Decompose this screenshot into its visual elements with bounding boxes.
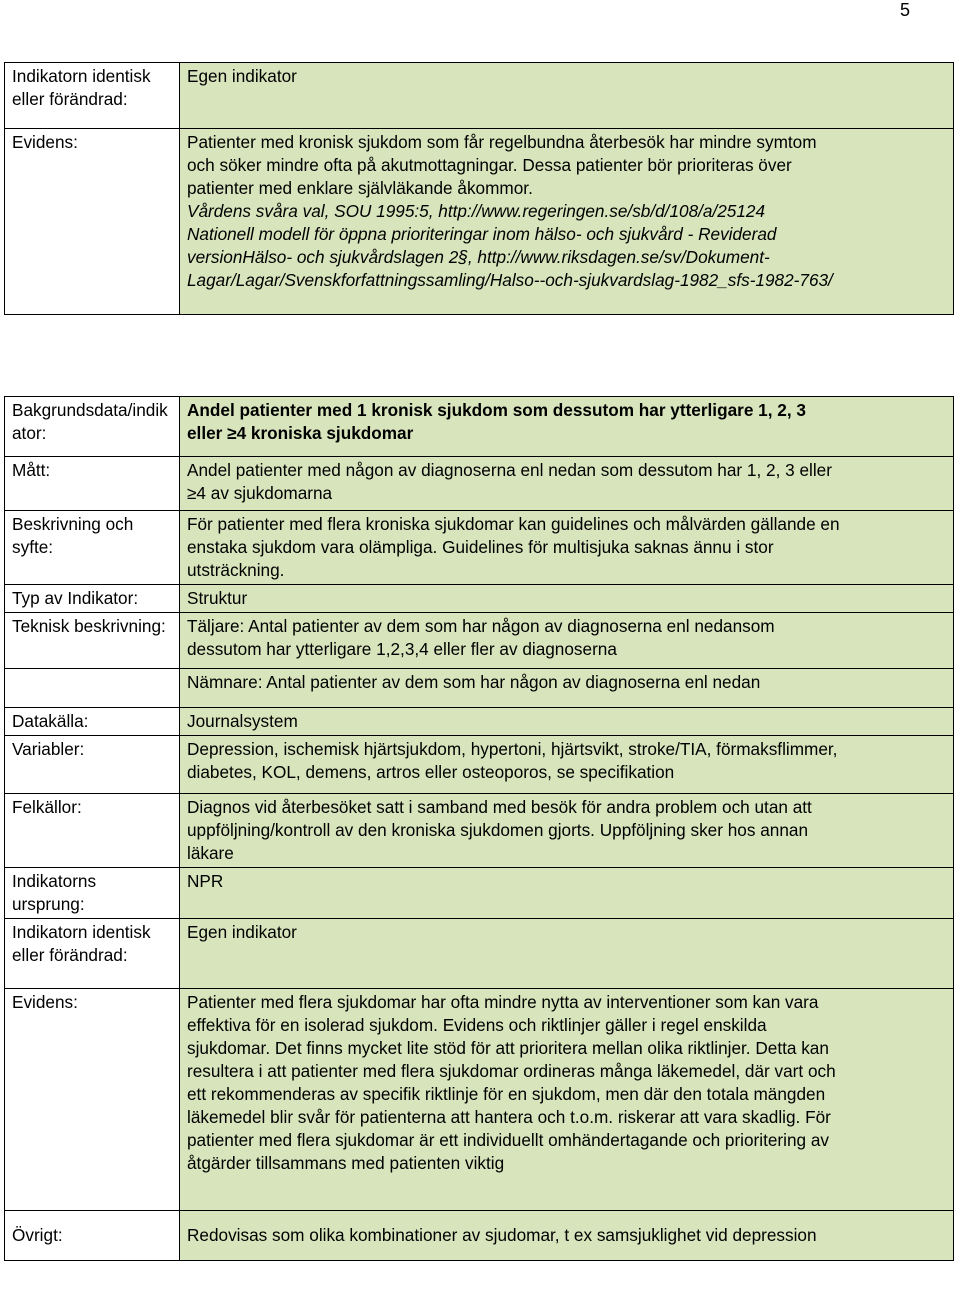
row-label-identisk — [5, 63, 180, 129]
table-row — [5, 585, 954, 613]
label-text: Bakgrundsdata/indikator: — [12, 400, 168, 443]
value-line: patienter med flera sjukdomar är ett individuellt omhändertagande och prioritering av — [187, 1130, 830, 1150]
row-value-beskrivning — [180, 511, 954, 585]
table-row — [5, 669, 954, 708]
row-value-evidens — [180, 989, 954, 1211]
row-label-beskrivning — [5, 511, 180, 585]
value-line: enstaka sjukdom vara olämpliga. Guidelines för multisjuka saknas ännu i stor — [187, 537, 774, 557]
row-label-typ — [5, 585, 180, 613]
value-line: läkemedel blir svår för patienterna att hantera och t.o.m. riskerar att vara skadlig. För — [187, 1107, 831, 1127]
row-label-datakalla — [5, 708, 180, 736]
row-label-evidens — [5, 989, 180, 1211]
value-line: patienter med enklare självläkande åkommor. — [187, 178, 533, 198]
value-line: läkare — [187, 843, 234, 863]
reference-line: versionHälso- och sjukvårdslagen 2§, http://www.riksdagen.se/sv/Dokument- — [187, 247, 770, 267]
value-line: Andel patienter med 1 kronisk sjukdom som dessutom har ytterligare 1, 2, 3 — [187, 400, 806, 420]
value-text: Nämnare: Antal patienter av dem som har någon av diagnoserna enl nedan — [187, 672, 761, 692]
value-line: Patienter med flera sjukdomar har ofta mindre nytta av interventioner som kan vara — [187, 992, 819, 1012]
table-row — [5, 63, 954, 129]
row-value-felkallor — [180, 794, 954, 868]
value-line: resultera i att patienter med flera sjukdomar ordineras många läkemedel, där vart och — [187, 1061, 836, 1081]
value-text: Egen indikator — [187, 66, 297, 86]
value-line: sjukdomar. Det finns mycket lite stöd för att prioritera mellan olika riktlinjer. Detta kan — [187, 1038, 829, 1058]
row-value-teknisk — [180, 613, 954, 669]
reference-line: Vårdens svåra val, SOU 1995:5, http://www.regeringen.se/sb/d/108/a/25124 — [187, 201, 766, 221]
label-text: Beskrivning och syfte: — [12, 514, 134, 557]
label-text: Mått: — [12, 460, 51, 480]
label-text: Indikatorns ursprung: — [12, 871, 97, 914]
page-number: 5 — [899, 0, 910, 20]
value-text: Egen indikator — [187, 922, 297, 942]
label-text: Övrigt: — [12, 1225, 63, 1245]
label-text: Indikatorn identisk eller förändrad: — [12, 922, 151, 965]
value-text: Struktur — [187, 588, 248, 608]
value-line: Diagnos vid återbesöket satt i samband med besök för andra problem och utan att — [187, 797, 812, 817]
row-label-bakgrund — [5, 397, 180, 457]
row-label-teknisk — [5, 613, 180, 669]
label-text: Typ av Indikator: — [12, 588, 139, 608]
table-row — [5, 708, 954, 736]
row-label-ovrigt — [5, 1211, 180, 1261]
table-row — [5, 397, 954, 457]
value-line: Patienter med kronisk sjukdom som får regelbundna återbesök har mindre symtom — [187, 132, 817, 152]
row-value-ovrigt — [180, 1211, 954, 1261]
label-text: Indikatorn identisk eller förändrad: — [12, 66, 151, 109]
value-line: effektiva för en isolerad sjukdom. Evidens och riktlinjer gäller i regel enskilda — [187, 1015, 767, 1035]
row-label-evidens — [5, 129, 180, 315]
row-value-namnare — [180, 669, 954, 708]
row-value-matt — [180, 457, 954, 511]
value-line: ≥4 av sjukdomarna — [187, 483, 333, 503]
reference-line: Nationell modell för öppna prioriteringar inom hälso- och sjukvård - Reviderad — [187, 224, 777, 244]
row-label-empty — [5, 669, 180, 708]
label-text: Evidens: — [12, 992, 78, 1012]
table-row — [5, 457, 954, 511]
table-row — [5, 736, 954, 794]
value-line: Depression, ischemisk hjärtsjukdom, hypertoni, hjärtsvikt, stroke/TIA, förmaksflimmer, — [187, 739, 838, 759]
row-value-ursprung — [180, 868, 954, 919]
table-row — [5, 129, 954, 315]
row-label-felkallor — [5, 794, 180, 868]
table-row — [5, 868, 954, 919]
row-value-evidens — [180, 129, 954, 315]
value-line: dessutom har ytterligare 1,2,3,4 eller fler av diagnoserna — [187, 639, 617, 659]
value-line: Täljare: Antal patienter av dem som har någon av diagnoserna enl nedansom — [187, 616, 775, 636]
table-row — [5, 511, 954, 585]
row-value-datakalla — [180, 708, 954, 736]
label-text: Evidens: — [12, 132, 78, 152]
indicator-table-top — [4, 62, 954, 315]
value-text: NPR — [187, 871, 224, 891]
label-text: Felkällor: — [12, 797, 82, 817]
value-text: Redovisas som olika kombinationer av sjudomar, t ex samsjuklighet vid depression — [187, 1225, 817, 1245]
value-line: åtgärder tillsammans med patienten viktig — [187, 1153, 505, 1173]
label-text: Variabler: — [12, 739, 85, 759]
row-value-variabler — [180, 736, 954, 794]
row-value-identisk — [180, 919, 954, 989]
indicator-table-main — [4, 396, 954, 1261]
value-line: utsträckning. — [187, 560, 285, 580]
value-line: eller ≥4 kroniska sjukdomar — [187, 423, 414, 443]
value-line: Andel patienter med någon av diagnoserna enl nedan som dessutom har 1, 2, 3 eller — [187, 460, 832, 480]
value-line: uppföljning/kontroll av den kroniska sjukdomen gjorts. Uppföljning sker hos annan — [187, 820, 809, 840]
value-line: ett rekommenderas av specifik riktlinje för en sjukdom, men där den totala mängden — [187, 1084, 826, 1104]
row-value-identisk — [180, 63, 954, 129]
value-line: och söker mindre ofta på akutmottagningar. Dessa patienter bör prioriteras över — [187, 155, 792, 175]
table-row — [5, 919, 954, 989]
row-label-variabler — [5, 736, 180, 794]
reference-line: Lagar/Lagar/Svenskforfattningssamling/Halso--och-sjukvardslag-1982_sfs-1982-763/ — [187, 270, 833, 290]
value-line: diabetes, KOL, demens, artros eller osteoporos, se specifikation — [187, 762, 675, 782]
label-text: Datakälla: — [12, 711, 89, 731]
table-row — [5, 794, 954, 868]
table-row — [5, 1211, 954, 1261]
label-text: Teknisk beskrivning: — [12, 616, 166, 636]
table-row — [5, 989, 954, 1211]
row-label-matt — [5, 457, 180, 511]
table-row — [5, 613, 954, 669]
row-label-identisk — [5, 919, 180, 989]
row-value-bakgrund — [180, 397, 954, 457]
row-label-ursprung — [5, 868, 180, 919]
row-value-typ — [180, 585, 954, 613]
value-text: Journalsystem — [187, 711, 298, 731]
value-line: För patienter med flera kroniska sjukdomar kan guidelines och målvärden gällande en — [187, 514, 840, 534]
